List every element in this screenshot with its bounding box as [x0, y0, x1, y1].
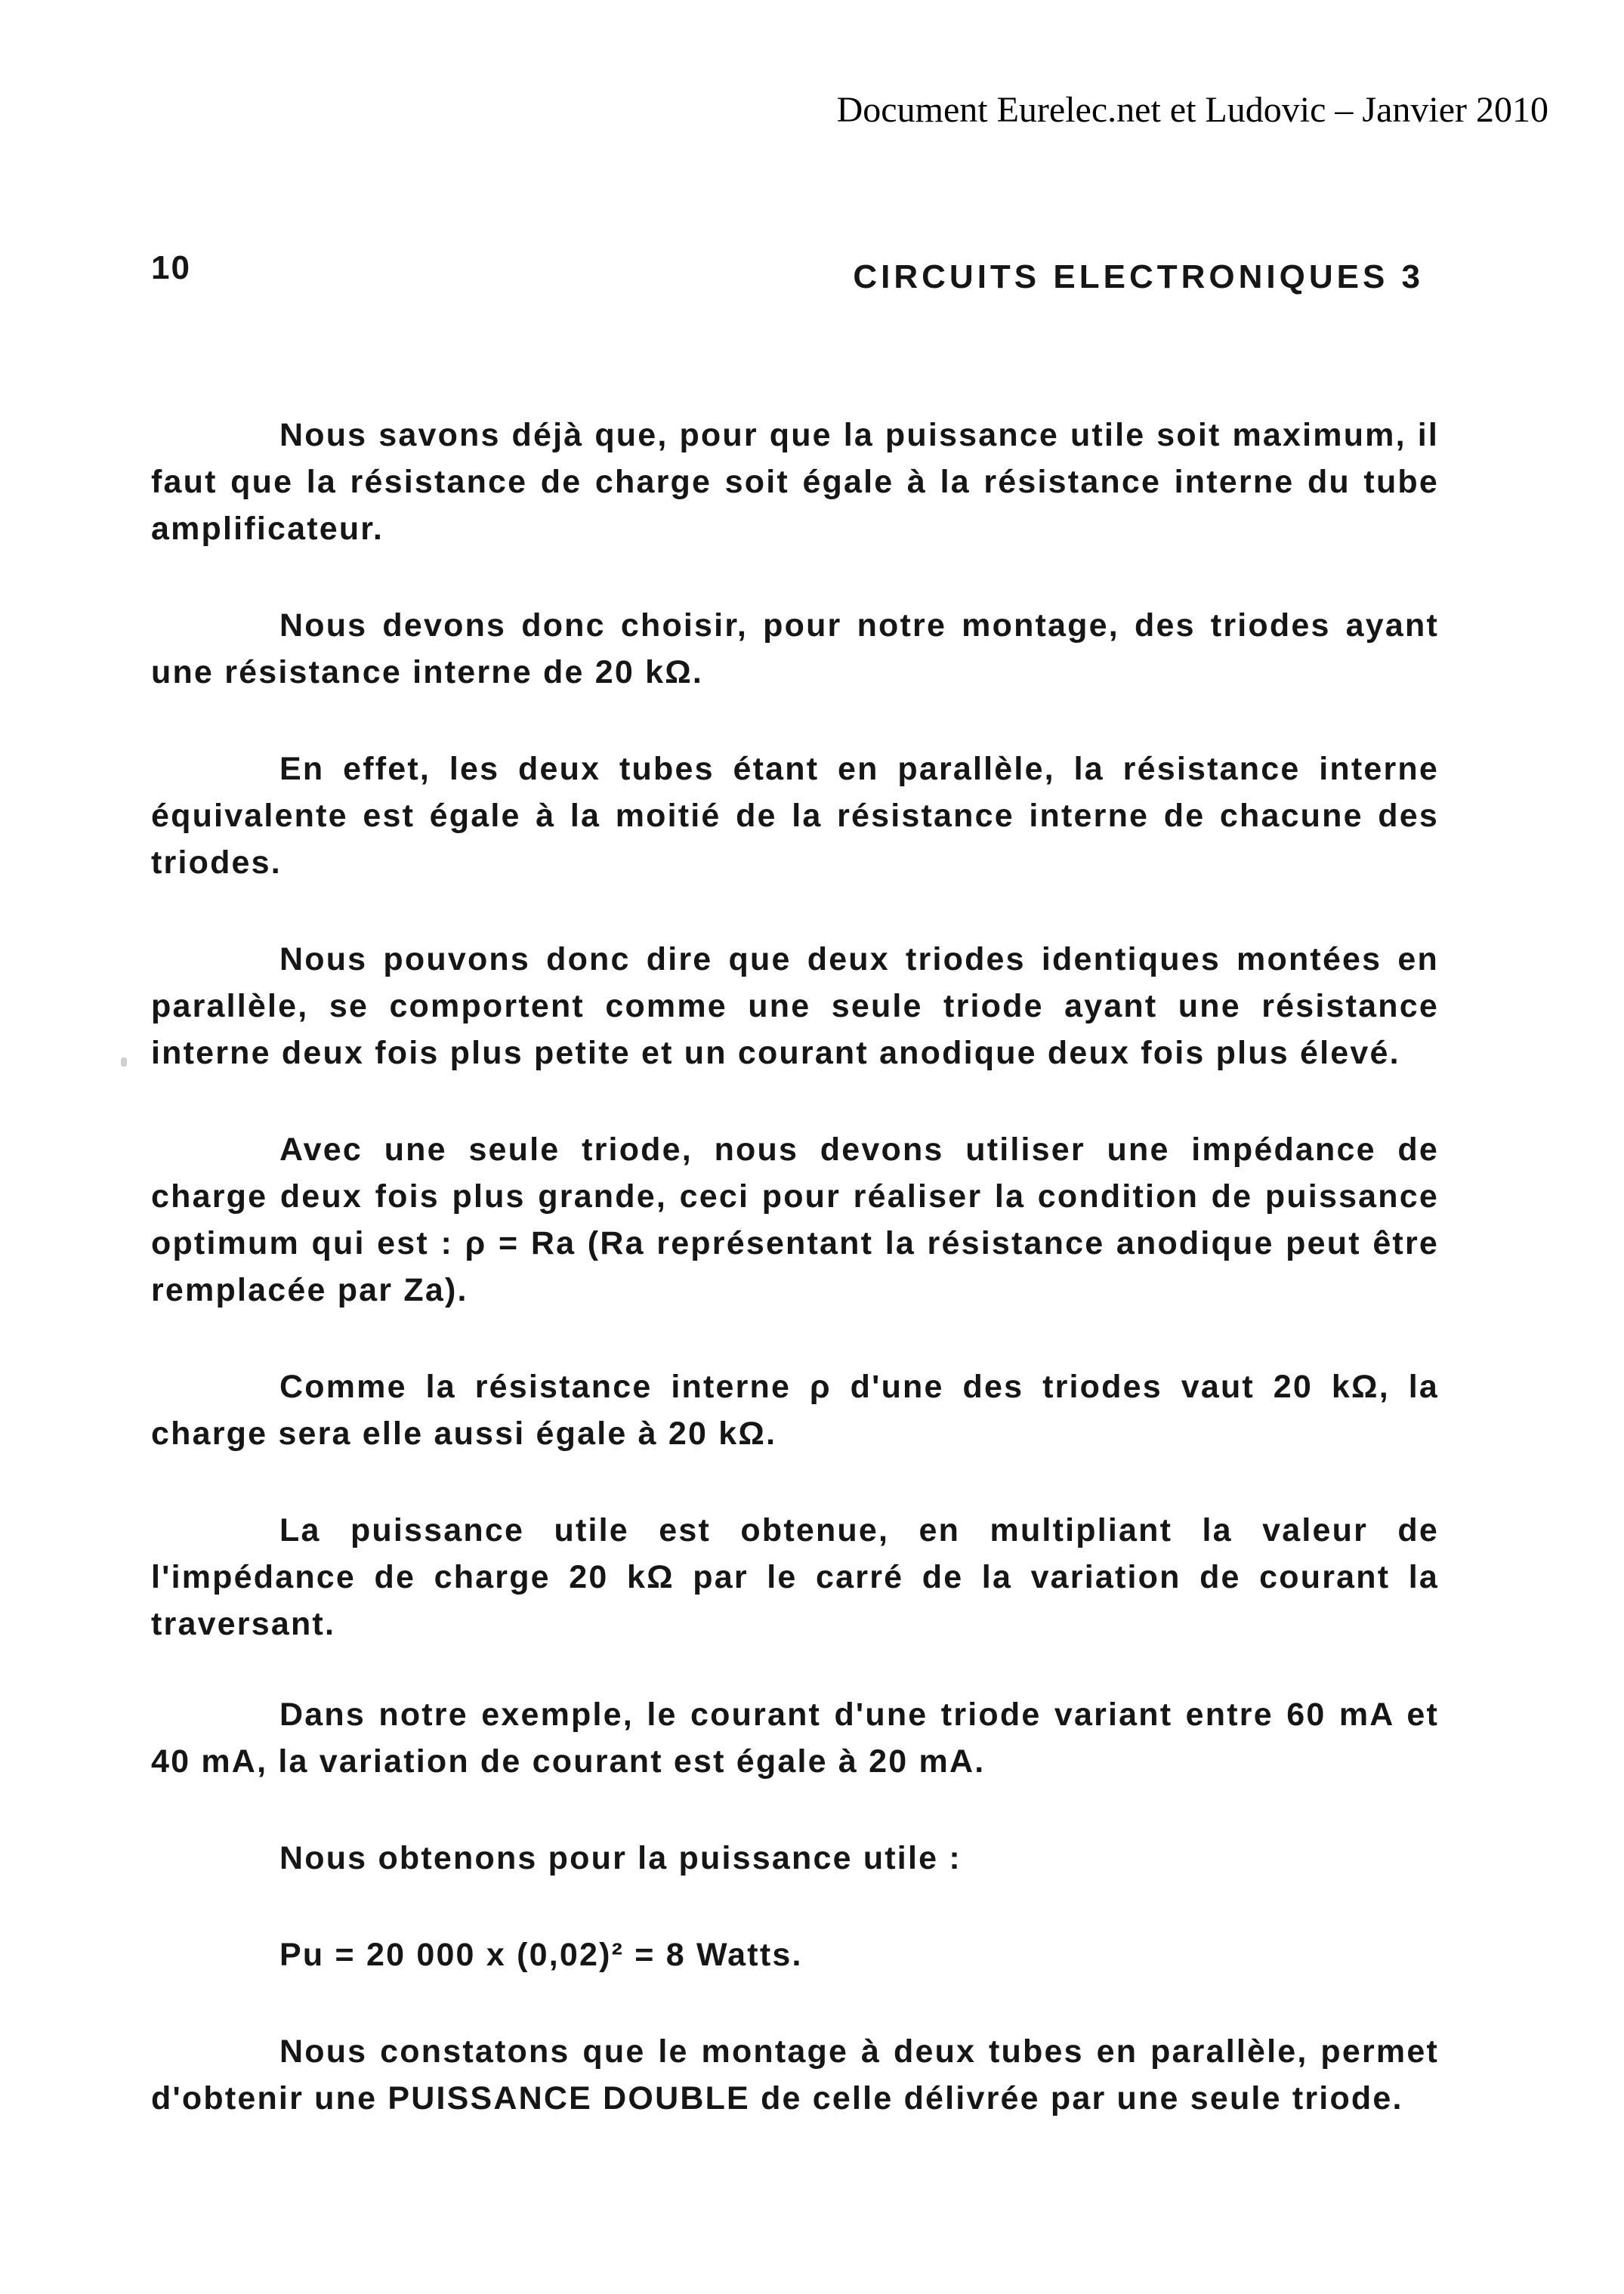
formula: Pu = 20 000 x (0,02)² = 8 Watts. — [279, 1937, 803, 1973]
paragraph: Dans notre exemple, le courant d'une triode variant entre 60 mA et 40 mA, la variation de courant est égale à 20 mA. — [151, 1697, 1439, 1780]
paragraph: La puissance utile est obtenue, en multipliant la valeur de l'impédance de charge 20 kΩ par le carré de la variation de courant la traversant. — [151, 1512, 1439, 1642]
body-text — [151, 412, 1439, 2172]
header-note: Document Eurelec.net et Ludovic – Janvier 2010 — [836, 90, 1548, 130]
paragraph: Avec une seule triode, nous devons utiliser une impédance de charge deux fois plus grande, ceci pour réaliser la condition de puissance optimum qui est : ρ = Ra (Ra représentant la résistance anodique peut être remplacée par Za). — [151, 1132, 1439, 1308]
paragraph: Comme la résistance interne ρ d'une des triodes vaut 20 kΩ, la charge sera elle aussi égale à 20 kΩ. — [151, 1369, 1439, 1452]
paragraph: Nous devons donc choisir, pour notre montage, des triodes ayant une résistance interne de 20 kΩ. — [151, 607, 1439, 690]
paragraph: Nous obtenons pour la puissance utile : — [279, 1840, 962, 1876]
paragraph: Nous pouvons donc dire que deux triodes identiques montées en parallèle, se comportent comme une seule triode ayant une résistance interne deux fois plus petite et un courant anodique deux fois plus élevé. — [151, 941, 1439, 1071]
paragraph: En effet, les deux tubes étant en parallèle, la résistance interne équivalente est égale à la moitié de la résistance interne de chacune des triodes. — [151, 751, 1439, 881]
running-title: CIRCUITS ELECTRONIQUES 3 — [853, 258, 1424, 295]
paragraph: Nous constatons que le montage à deux tubes en parallèle, permet d'obtenir une PUISSANCE DOUBLE de celle délivrée par une seule triode. — [151, 2033, 1439, 2116]
speck-mark — [121, 1057, 127, 1067]
paragraph: Nous savons déjà que, pour que la puissance utile soit maximum, il faut que la résistance de charge soit égale à la résistance interne du tube amplificateur. — [151, 417, 1439, 547]
page-number: 10 — [151, 249, 191, 286]
